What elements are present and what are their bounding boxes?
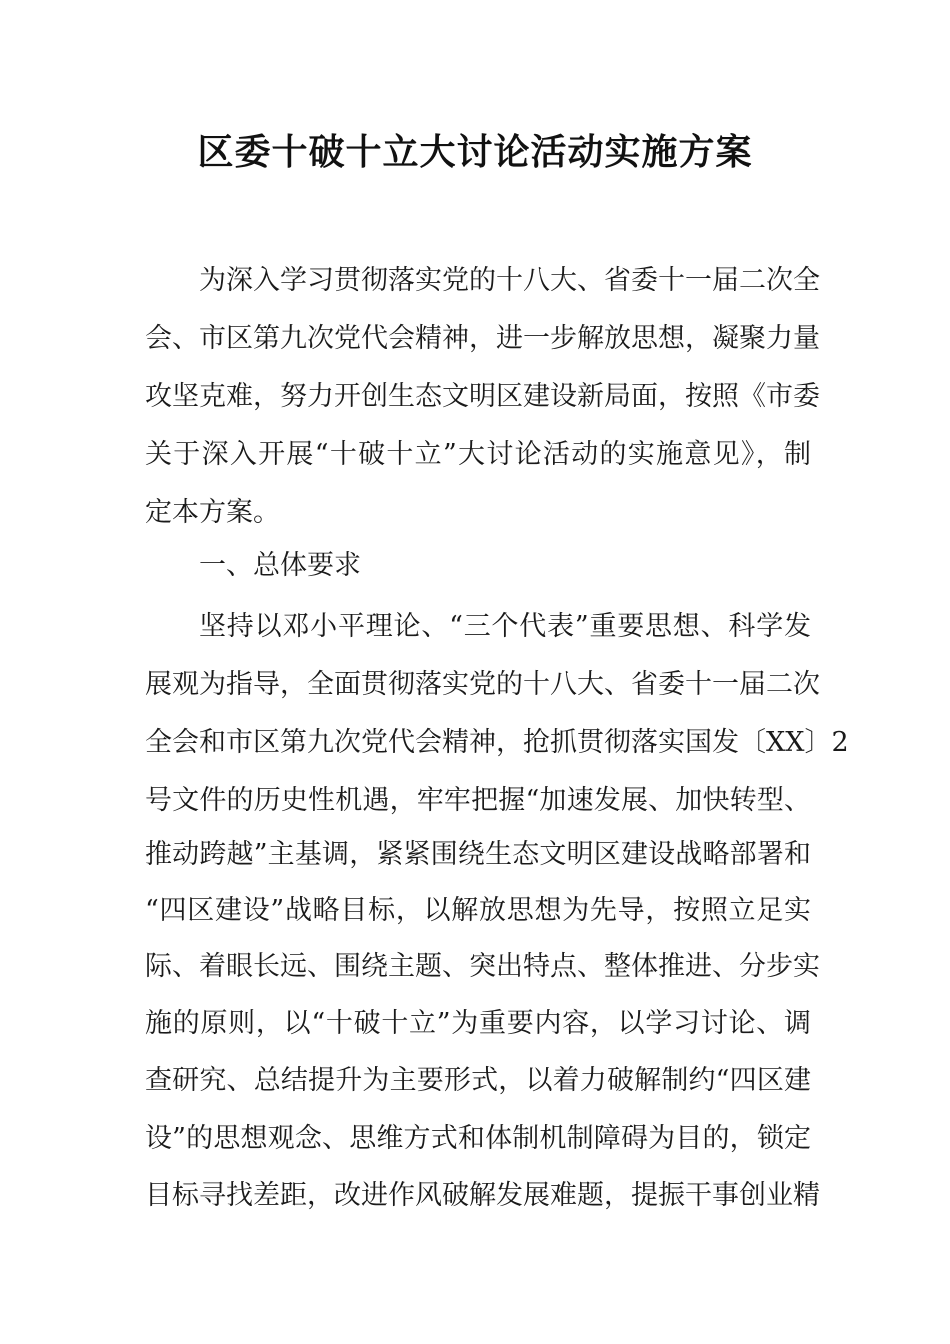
paragraph-line: 关于深入开展“十破十立”大讨论活动的实施意见》，制: [145, 439, 811, 470]
paragraph-line: 展观为指导，全面贯彻落实党的十八大、省委十一届二次: [145, 669, 820, 700]
paragraph-line: 攻坚克难，努力开创生态文明区建设新局面，按照《市委: [145, 381, 820, 412]
paragraph-line: 施的原则，以“十破十立”为重要内容，以学习讨论、调: [145, 1008, 811, 1039]
paragraph-line: 定本方案。: [145, 497, 280, 528]
paragraph-line: 会、市区第九次党代会精神，进一步解放思想，凝聚力量: [145, 323, 820, 354]
paragraph-line: 全会和市区第九次党代会精神，抢抓贯彻落实国发〔XX〕2: [145, 727, 849, 758]
paragraph-line: 设”的思想观念、思维方式和体制机制障碍为目的，锁定: [145, 1123, 811, 1154]
paragraph-line: 坚持以邓小平理论、“三个代表”重要思想、科学发: [199, 611, 811, 642]
paragraph-line: “四区建设”战略目标，以解放思想为先导，按照立足实: [145, 895, 811, 926]
document-title: 区委十破十立大讨论活动实施方案: [197, 132, 753, 173]
paragraph-line: 号文件的历史性机遇，牢牢把握“加速发展、加快转型、: [145, 785, 811, 816]
paragraph-line: 推动跨越”主基调，紧紧围绕生态文明区建设战略部署和: [145, 839, 811, 870]
paragraph-line: 查研究、总结提升为主要形式，以着力破解制约“四区建: [145, 1065, 811, 1096]
section-heading: 一、总体要求: [199, 550, 361, 581]
paragraph-line: 际、着眼长远、围绕主题、突出特点、整体推进、分步实: [145, 951, 820, 982]
paragraph-line: 目标寻找差距，改进作风破解发展难题，提振干事创业精: [145, 1180, 820, 1211]
paragraph-line: 为深入学习贯彻落实党的十八大、省委十一届二次全: [199, 265, 820, 296]
